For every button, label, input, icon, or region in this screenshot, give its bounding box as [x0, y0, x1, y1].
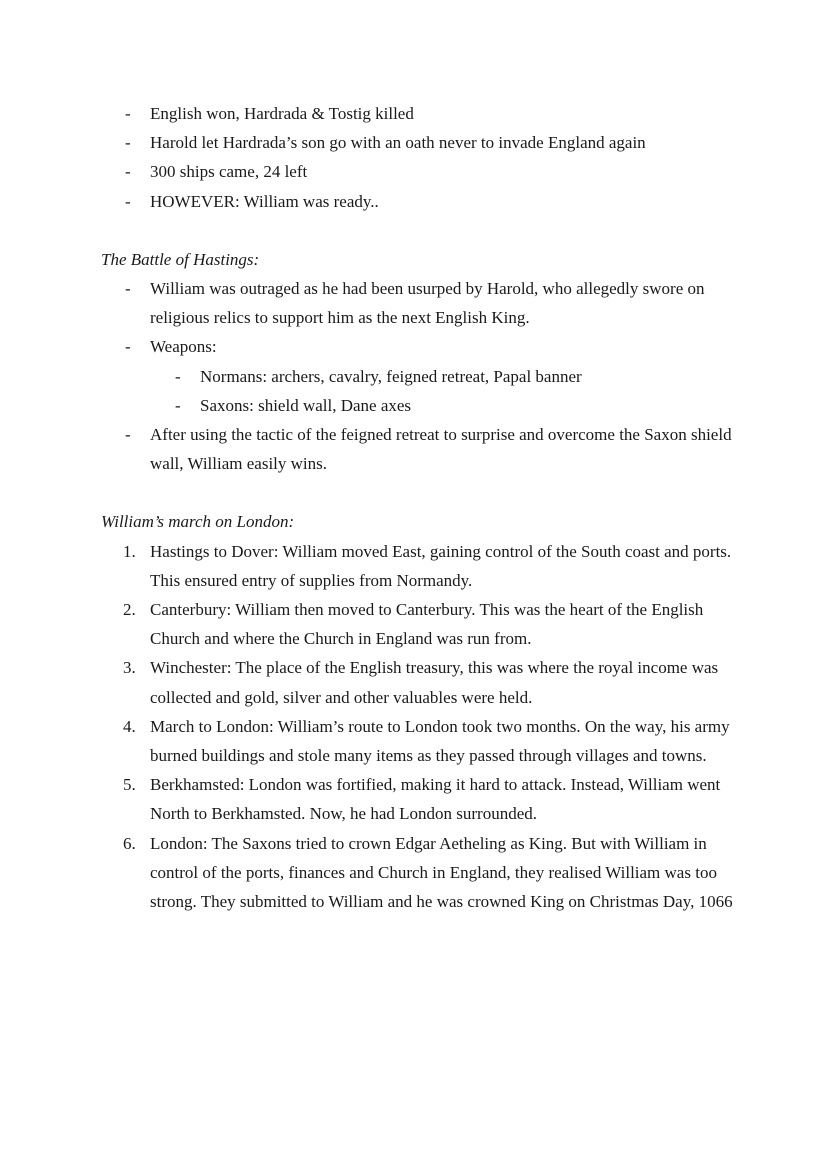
list-item-text: William was outraged as he had been usurped by Harold, who allegedly swore on religious relics to support him as the next English King. [150, 279, 705, 328]
numbered-item [101, 653, 741, 711]
bullet-dash: - [175, 366, 181, 386]
document-body [101, 99, 741, 916]
list-item [101, 274, 741, 332]
list-item [101, 157, 741, 186]
bullet-dash: - [125, 104, 131, 123]
item-number: 5. [123, 775, 136, 795]
battle-of-hastings-heading: The Battle of Hastings: [101, 249, 260, 269]
bullet-dash: - [125, 279, 131, 299]
bullet-dash: - [125, 337, 131, 357]
list-item-text: Normans: archers, cavalry, feigned retreat, Papal banner [200, 366, 582, 386]
list-item-text: HOWEVER: William was ready.. [150, 191, 379, 211]
list-item-text: Canterbury: William then moved to Canterbury. This was the heart of the English Church and where the Church in England was run from. [150, 600, 704, 649]
list-item-text: Winchester: The place of the English treasury, this was where the royal income was collected and gold, silver and other valuables were held. [150, 658, 719, 707]
spacer [101, 478, 741, 507]
spacer [101, 216, 741, 245]
item-number: 6. [123, 833, 136, 853]
list-item-text: After using the tactic of the feigned retreat to surprise and overcome the Saxon shield wall, William easily wins. [150, 425, 732, 474]
list-item [101, 187, 741, 216]
list-item-text: English won, Hardrada & Tostig killed [150, 104, 414, 123]
list-item-text: Hastings to Dover: William moved East, gaining control of the South coast and ports. This ensured entry of supplies from Normandy. [150, 541, 732, 590]
list-item-text: Saxons: shield wall, Dane axes [200, 395, 412, 415]
list-item [101, 99, 741, 128]
list-item [101, 128, 741, 157]
bullet-dash: - [125, 425, 131, 445]
march-on-london-list [101, 537, 741, 917]
list-item-text: Harold let Hardrada’s son go with an oath never to invade England again [150, 133, 646, 153]
sub-list-item [101, 362, 741, 391]
numbered-item [101, 537, 741, 595]
numbered-item [101, 829, 741, 917]
stamford-bridge-list [101, 99, 741, 216]
bullet-dash: - [125, 162, 131, 182]
list-item [101, 332, 741, 361]
bullet-dash: - [175, 395, 181, 415]
bullet-dash: - [125, 191, 131, 211]
bullet-dash: - [125, 133, 131, 153]
list-item-text: 300 ships came, 24 left [150, 162, 308, 182]
numbered-item [101, 595, 741, 653]
list-item-text: Weapons: [150, 337, 217, 357]
list-item [101, 420, 741, 478]
item-number: 3. [123, 658, 136, 678]
march-on-london-heading: William’s march on London: [101, 512, 295, 532]
battle-of-hastings-list [101, 274, 741, 478]
item-number: 4. [123, 716, 136, 736]
numbered-item [101, 712, 741, 770]
list-item-text: March to London: William’s route to London took two months. On the way, his army burned buildings and stole many items as they passed through villages and towns. [150, 716, 730, 766]
item-number: 1. [123, 541, 136, 561]
item-number: 2. [123, 600, 136, 620]
list-item-text: London: The Saxons tried to crown Edgar Aetheling as King. But with William in control of the ports, finances and Church in England, they realised William was too strong. They submitted to William and he was crowned King on Christmas Day, 1066 [150, 833, 733, 912]
numbered-item [101, 770, 741, 828]
sub-list-item [101, 391, 741, 420]
list-item-text: Berkhamsted: London was fortified, making it hard to attack. Instead, William went North to Berkhamsted. Now, he had London surrounded. [150, 775, 721, 824]
